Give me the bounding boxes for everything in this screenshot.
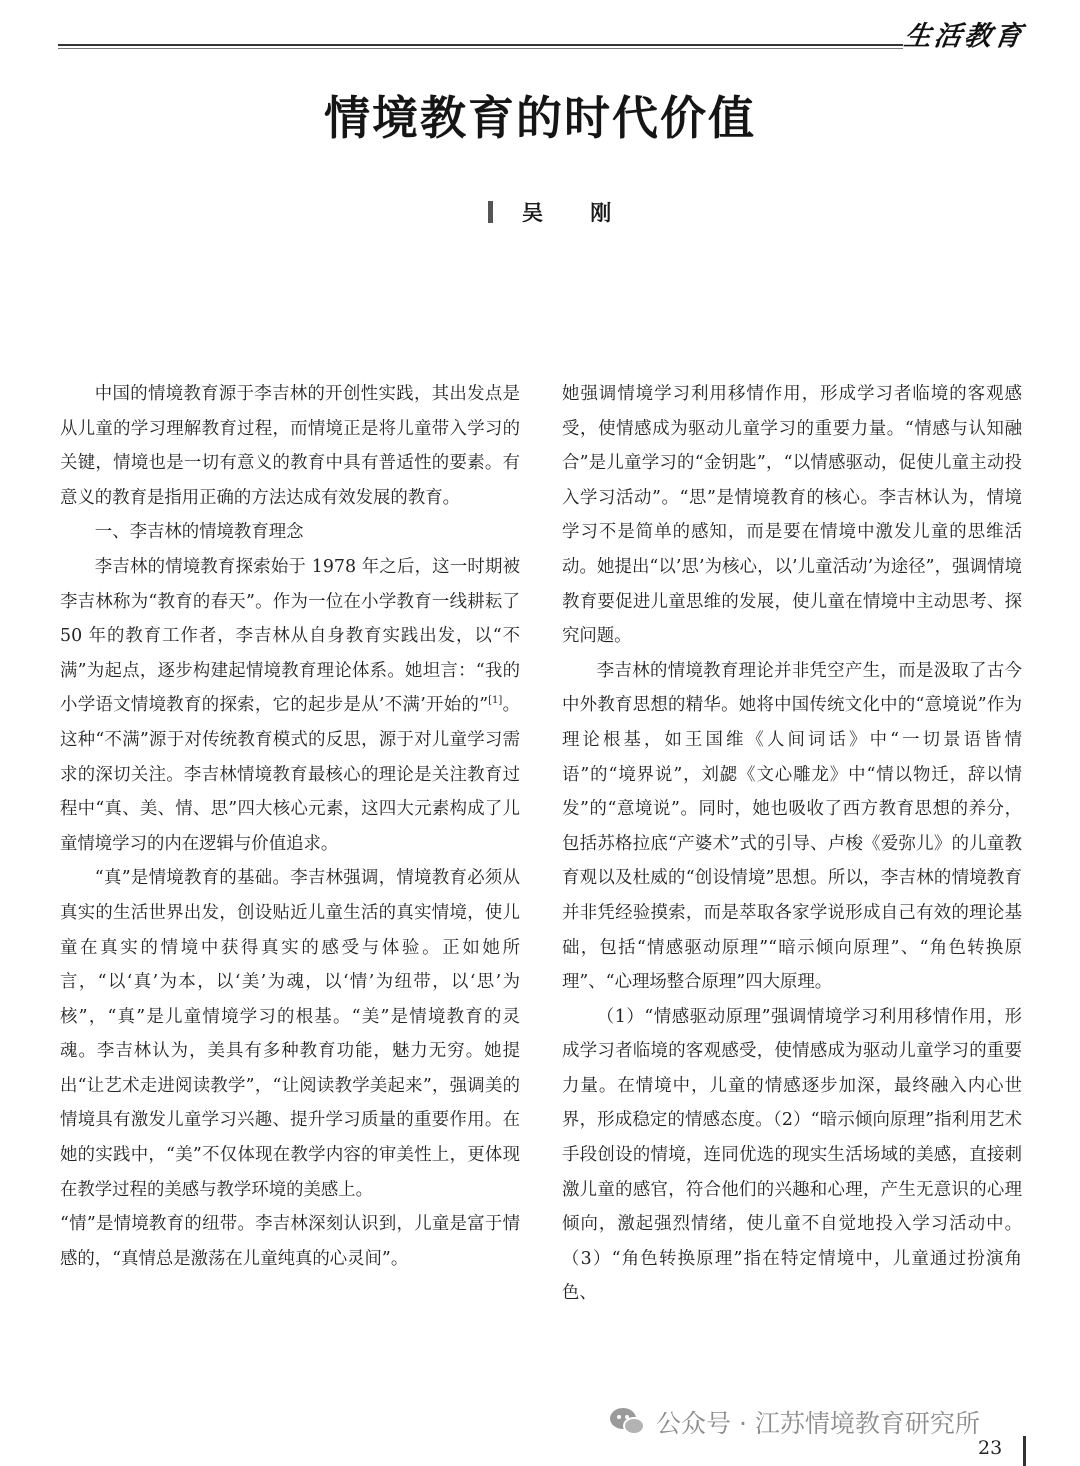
citation-mark: [1] [488, 695, 503, 707]
right-column [562, 377, 1022, 1311]
author-bar [488, 201, 493, 223]
section-heading: 一、李吉林的情境教育理念 [94, 522, 304, 543]
article-title: 情境教育的时代价值 [324, 91, 756, 145]
left-paragraph-4: “真”是情境教育的基础。李吉林强调，情境教育必须从真实的生活世界出发，创设贴近儿童生活的真实情境，使儿童在真实的情境中获得真实的感受与体验。正如她所言，“以‘真’为本，以‘美’为魂，以‘情’为纽带，以‘思’为核”，“真”是儿童情境学习的根基。“美”是情境教育的灵魂。李吉林认为，美具有多种教育功能，魅力无穷。她提出“让艺术走进阅读教学”，“让阅读教学美起来”，强调美的情境具有激发儿童学习兴趣、提升学习质量的重要作用。在她的实践中，“美”不仅体现在教学内容的审美性上，更体现在教学过程的美感与教学环境的美感上。 [60, 868, 520, 1200]
right-paragraph-3: （1）“情感驱动原理”强调情境学习利用移情作用，形成学习者临境的客观感受，使情感成为驱动儿童学习的重要力量。在情境中，儿童的情感逐步加深，最终融入内心世界，形成稳定的情感态度。（2）“暗示倾向原理”指利用艺术手段创设的情境，连同优选的现实生活场域的美感，直接刺激儿童的感官，符合他们的兴趣和心理，产生无意识的心理倾向，激起强烈情绪，使儿童不自觉地投入学习活动中。（3）“角色转换原理”指在特定情境中，儿童通过扮演角色、 [562, 1006, 1022, 1304]
header-rule-thin [58, 48, 903, 49]
header-rule [58, 44, 903, 46]
wechat-bubble-small [623, 1417, 645, 1435]
watermark-text: 公众号 · 江苏情境教育研究所 [656, 1409, 980, 1438]
left-paragraph-1: 中国的情境教育源于李吉林的开创性实践，其出发点是从儿童的学习理解教育过程，而情境正是将儿童带入学习的关键，情境也是一切有意义的教育中具有普适性的要素。有意义的教育是指用正确的方法达成有效发展的教育。 [60, 384, 520, 508]
journal-name: 生活教育 [902, 21, 1027, 52]
right-paragraph-2: 李吉林的情境教育理论并非凭空产生，而是汲取了古今中外教育思想的精华。她将中国传统文化中的“意境说”作为理论根基，如王国维《人间词话》中“一切景语皆情语”的“境界说”，刘勰《文心雕龙》中“情以物迁，辞以情发”的“意境说”。同时，她也吸收了西方教育思想的养分，包括苏格拉底“产婆术”式的引导、卢梭《爱弥儿》的儿童教育观以及杜威的“创设情境”思想。所以，李吉林的情境教育并非凭经验摸索，而是萃取各家学说形成自己有效的理论基础，包括“情感驱动原理”“暗示倾向原理”、“角色转换原理”、“心理场整合原理”四大原理。 [562, 660, 1022, 993]
wechat-icon [610, 1406, 648, 1438]
left-paragraph-3-part-b: 。这种“不满”源于对传统教育模式的反思，源于对儿童学习需求的深切关注。李吉林情境教育最核心的理论是关注教育过程中“真、美、情、思”四大核心元素，这四大元素构成了儿童情境学习的内在逻辑与价值追求。 [60, 695, 520, 854]
left-paragraph-5: “情”是情境教育的纽带。李吉林深刻认识到，儿童是富于情感的，“真情总是激荡在儿童纯真的心灵间”。 [60, 1214, 520, 1269]
page-number: 23 [978, 1437, 1003, 1459]
right-paragraph-1: 她强调情境学习利用移情作用，形成学习者临境的客观感受，使情感成为驱动儿童学习的重要力量。“情感与认知融合”是儿童学习的“金钥匙”，“以情感驱动，促使儿童主动投入学习活动”。“思”是情境教育的核心。李吉林认为，情境学习不是简单的感知，而是要在情境中激发儿童的思维活动。她提出“以’思’为核心，以’儿童活动’为途径”，强调情境教育要促进儿童思维的发展，使儿童在情境中主动思考、探究问题。 [562, 384, 1022, 647]
left-paragraph-3 [60, 550, 520, 861]
watermark [610, 1402, 980, 1442]
page-bar [1023, 1436, 1026, 1466]
left-column [60, 377, 520, 1276]
author-name: 吴 刚 [522, 201, 632, 225]
left-paragraph-3-part-a: 李吉林的情境教育探索始于 1978 年之后，这一时期被李吉林称为“教育的春天”。作为一位在小学教育一线耕耘了 50 年的教育工作者，李吉林从自身教育实践出发，以“不满”为起点，逐步构建起情境教育理论体系。她坦言：“我的小学语文情境教育的探索，它的起步是从’不满’开始的” [60, 556, 520, 716]
wechat-eye-left [617, 1415, 621, 1419]
